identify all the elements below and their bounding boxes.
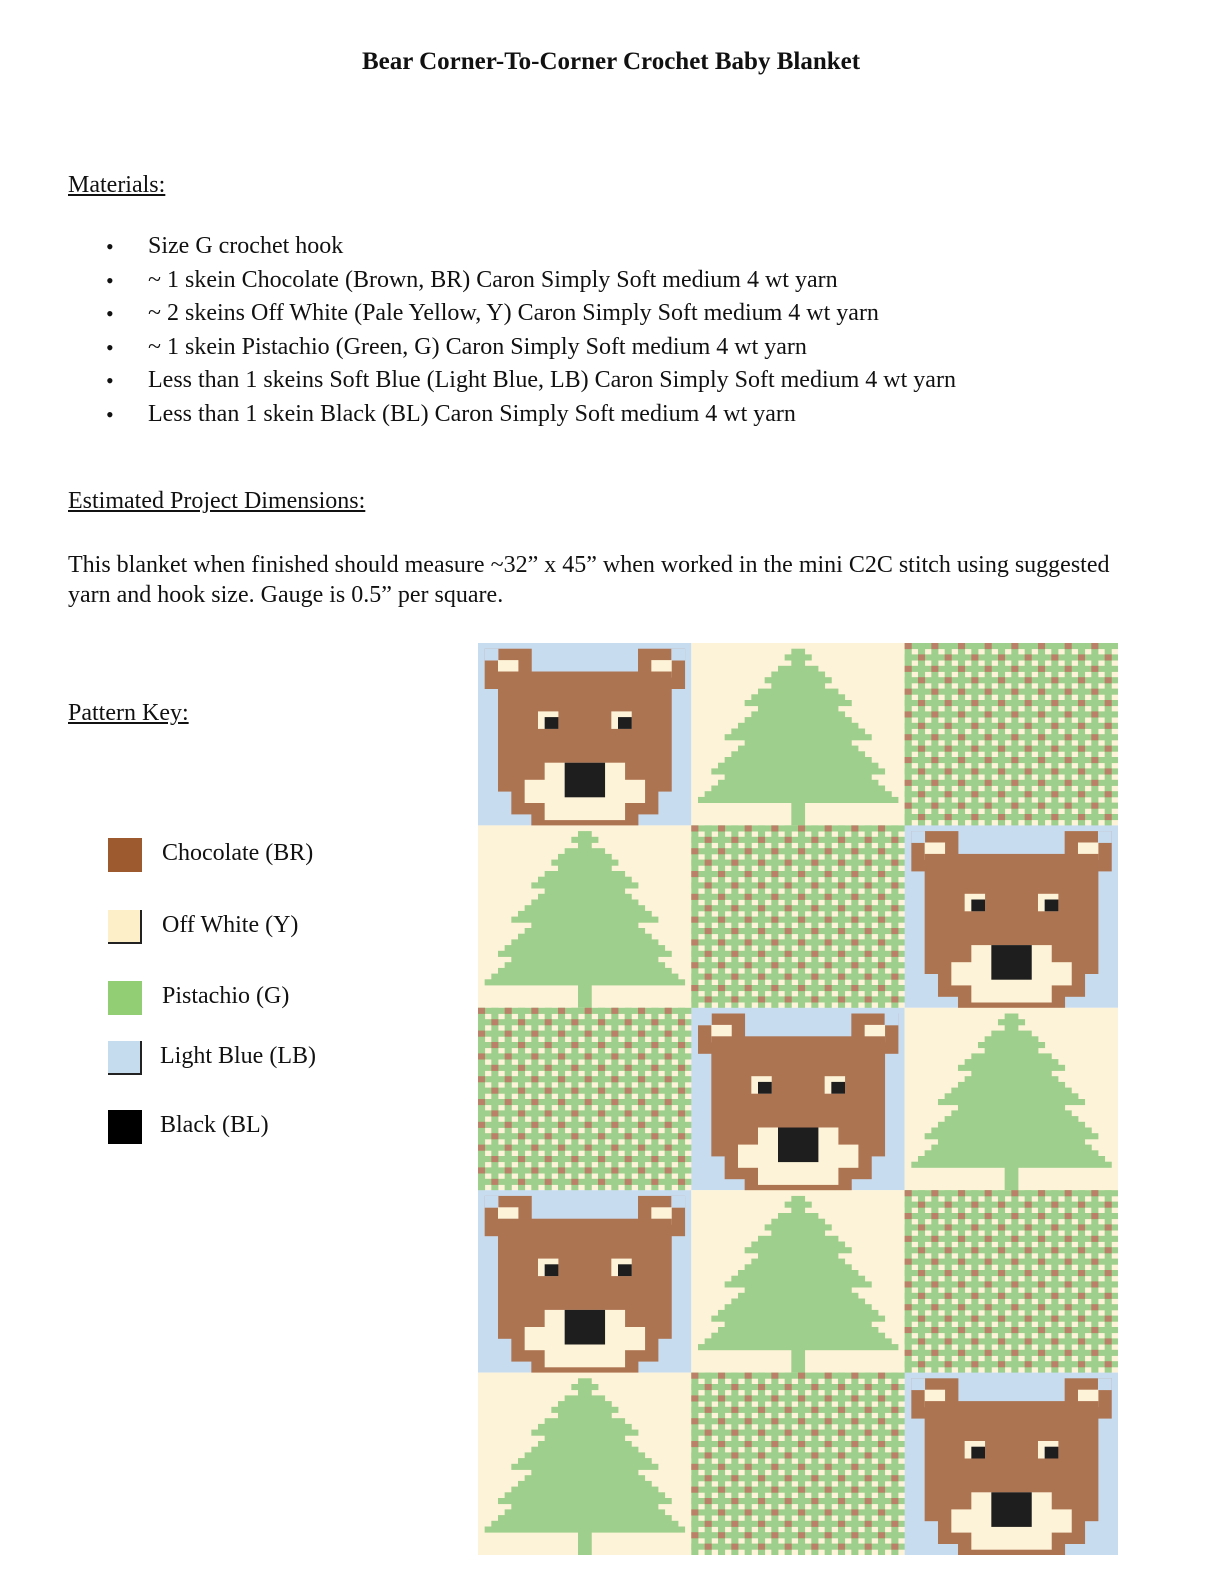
tree-tile — [478, 1373, 691, 1555]
materials-heading: Materials: — [68, 172, 166, 198]
plaid-tile — [478, 1008, 692, 1191]
tree-tile — [478, 825, 691, 1008]
bear-tile — [478, 643, 691, 826]
tree-tile — [691, 1190, 904, 1373]
bear-tile — [478, 1190, 691, 1373]
plaid-tile — [691, 1373, 905, 1555]
plaid-tile — [905, 643, 1118, 826]
black-swatch — [108, 1110, 142, 1144]
plaid-tile — [691, 825, 905, 1008]
bear-tile — [691, 1008, 904, 1191]
document-title: Bear Corner-To-Corner Crochet Baby Blanket — [361, 48, 861, 75]
bullet-icon: • — [106, 234, 114, 259]
bullet-icon: • — [106, 301, 114, 327]
chocolate-swatch — [108, 838, 142, 872]
bullet-icon: • — [106, 401, 114, 427]
bullet-icon: • — [106, 334, 114, 360]
bear-tile — [905, 1373, 1118, 1555]
dimensions-heading: Estimated Project Dimensions: — [68, 488, 366, 514]
bear-tile — [905, 825, 1118, 1008]
bullet-icon: • — [106, 267, 114, 293]
pattern-key-heading: Pattern Key: — [68, 700, 189, 726]
tree-tile — [905, 1008, 1118, 1191]
pistachio-swatch — [108, 981, 142, 1015]
light-blue-swatch — [108, 1041, 142, 1075]
bullet-icon: • — [106, 368, 114, 394]
blanket-pattern-grid — [478, 643, 1118, 1555]
off-white-swatch — [108, 910, 142, 944]
dimensions-paragraph: This blanket when finished should measure ~32” x 45” when worked in the mini C2C stitch using suggested yarn and hook size. Gauge is 0.5” per square. — [68, 552, 1110, 608]
plaid-tile — [905, 1190, 1118, 1373]
tree-tile — [691, 643, 904, 826]
